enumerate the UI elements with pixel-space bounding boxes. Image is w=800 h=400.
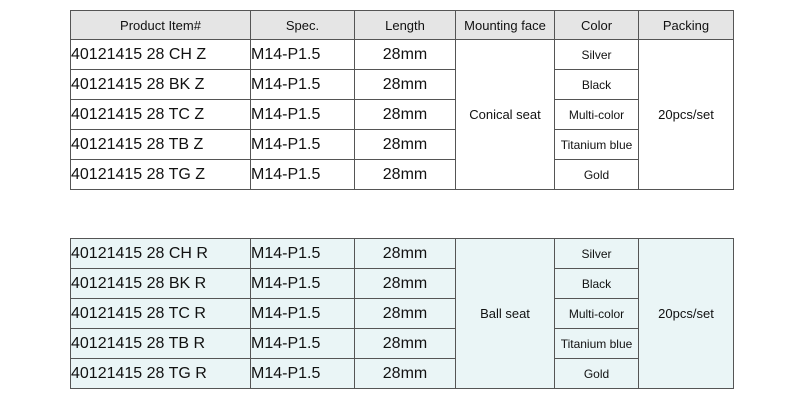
product-item-cell: 40121415 28 TG R	[71, 359, 251, 389]
spec-cell: M14-P1.5	[251, 160, 355, 190]
product-item-cell: 40121415 28 CH R	[71, 239, 251, 269]
table-row	[71, 70, 734, 100]
ball-seat-table	[70, 238, 734, 389]
color-cell: Black	[555, 70, 639, 100]
length-cell: 28mm	[355, 299, 456, 329]
length-cell: 28mm	[355, 160, 456, 190]
table-row	[71, 100, 734, 130]
packing-cell: 20pcs/set	[639, 40, 734, 190]
table-row	[71, 299, 734, 329]
color-cell: Titanium blue	[555, 130, 639, 160]
spec-cell: M14-P1.5	[251, 100, 355, 130]
table-row	[71, 160, 734, 190]
color-cell: Black	[555, 269, 639, 299]
conical-seat-table	[70, 10, 734, 190]
length-cell: 28mm	[355, 359, 456, 389]
table-row	[71, 130, 734, 160]
color-cell: Silver	[555, 40, 639, 70]
spec-cell: M14-P1.5	[251, 130, 355, 160]
spec-cell: M14-P1.5	[251, 329, 355, 359]
length-cell: 28mm	[355, 70, 456, 100]
length-cell: 28mm	[355, 269, 456, 299]
spec-cell: M14-P1.5	[251, 299, 355, 329]
product-item-cell: 40121415 28 BK R	[71, 269, 251, 299]
table-row	[71, 329, 734, 359]
mounting-face-cell: Conical seat	[456, 40, 555, 190]
length-cell: 28mm	[355, 329, 456, 359]
product-item-cell: 40121415 28 TG Z	[71, 160, 251, 190]
length-cell: 28mm	[355, 239, 456, 269]
product-item-cell: 40121415 28 TB Z	[71, 130, 251, 160]
spec-cell: M14-P1.5	[251, 239, 355, 269]
length-cell: 28mm	[355, 130, 456, 160]
length-cell: 28mm	[355, 100, 456, 130]
spec-cell: M14-P1.5	[251, 70, 355, 100]
color-cell: Silver	[555, 239, 639, 269]
header-color: Color	[555, 11, 639, 40]
color-cell: Multi-color	[555, 100, 639, 130]
spec-cell: M14-P1.5	[251, 359, 355, 389]
color-cell: Titanium blue	[555, 329, 639, 359]
mounting-face-cell: Ball seat	[456, 239, 555, 389]
product-item-cell: 40121415 28 TC R	[71, 299, 251, 329]
product-item-cell: 40121415 28 BK Z	[71, 70, 251, 100]
table-row	[71, 269, 734, 299]
header-mounting-face: Mounting face	[456, 11, 555, 40]
product-item-cell: 40121415 28 TB R	[71, 329, 251, 359]
table-row	[71, 40, 734, 70]
table-row	[71, 239, 734, 269]
length-cell: 28mm	[355, 40, 456, 70]
spec-cell: M14-P1.5	[251, 40, 355, 70]
product-item-cell: 40121415 28 CH Z	[71, 40, 251, 70]
header-packing: Packing	[639, 11, 734, 40]
table-row	[71, 359, 734, 389]
color-cell: Gold	[555, 359, 639, 389]
header-length: Length	[355, 11, 456, 40]
header-product-item: Product Item#	[71, 11, 251, 40]
color-cell: Gold	[555, 160, 639, 190]
packing-cell: 20pcs/set	[639, 239, 734, 389]
header-spec: Spec.	[251, 11, 355, 40]
spec-cell: M14-P1.5	[251, 269, 355, 299]
color-cell: Multi-color	[555, 299, 639, 329]
product-item-cell: 40121415 28 TC Z	[71, 100, 251, 130]
